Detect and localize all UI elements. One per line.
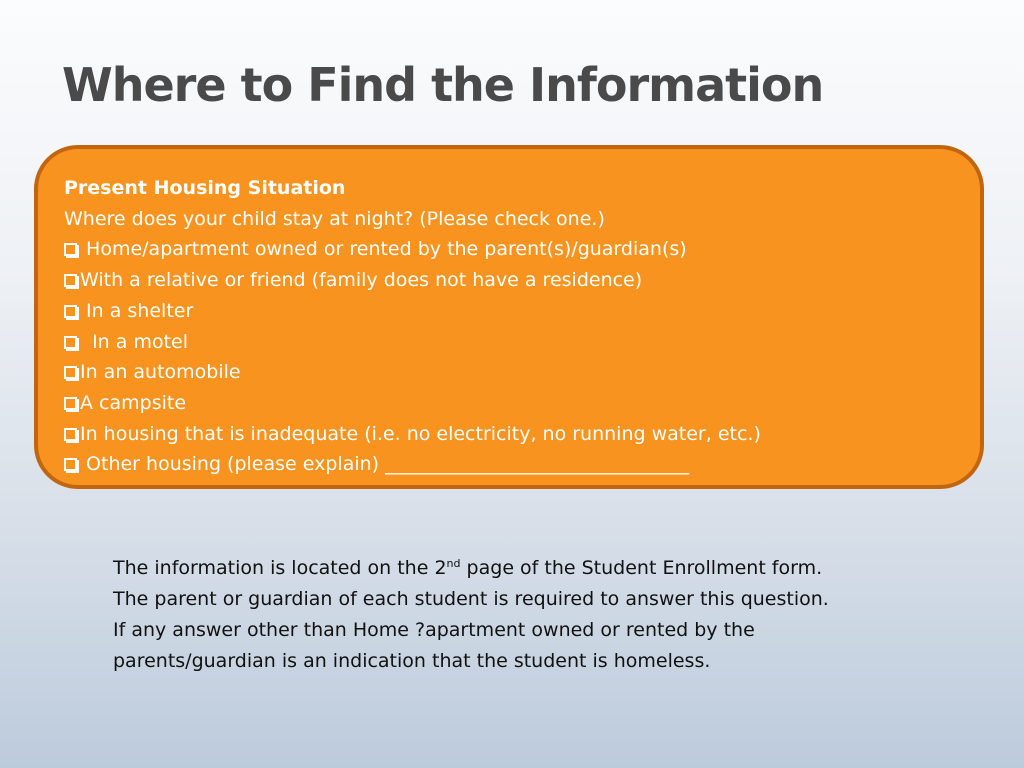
- option-relative-friend: [64, 265, 980, 296]
- checkbox-icon: [64, 458, 77, 471]
- info-line-1: [113, 553, 973, 584]
- checkbox-icon: [64, 397, 77, 410]
- option-inadequate-housing: [64, 419, 980, 450]
- checkbox-icon: [64, 428, 77, 441]
- slide-title: Where to Find the Information: [62, 58, 824, 112]
- option-other-housing: [64, 449, 980, 480]
- housing-situation-box: [34, 145, 984, 489]
- checkbox-icon: [64, 366, 77, 379]
- checkbox-icon: [64, 305, 77, 318]
- ordinal-suffix: nd: [446, 557, 461, 570]
- option-label: In an automobile: [80, 361, 241, 384]
- option-automobile: [64, 357, 980, 388]
- option-campsite: [64, 388, 980, 419]
- info-line-2: The parent or guardian of each student is required to answer this question.: [113, 588, 829, 610]
- option-label: Home/apartment owned or rented by the parent(s)/guardian(s): [80, 238, 687, 261]
- checkbox-icon: [64, 243, 77, 256]
- option-label: In a shelter: [80, 299, 194, 322]
- housing-question: Where does your child stay at night? (Please check one.): [64, 207, 605, 230]
- housing-heading: Present Housing Situation: [64, 177, 346, 199]
- option-home-apartment: [64, 234, 980, 265]
- info-line-3: If any answer other than Home ?apartment owned or rented by the: [113, 619, 755, 641]
- option-label: A campsite: [80, 391, 187, 414]
- option-label: In housing that is inadequate (i.e. no electricity, no running water, etc.): [80, 422, 761, 445]
- option-shelter: [64, 296, 980, 327]
- info-line-4: parents/guardian is an indication that the student is homeless.: [113, 650, 711, 672]
- option-label: In a motel: [80, 330, 188, 353]
- info-paragraph: [113, 553, 973, 677]
- checkbox-icon: [64, 274, 77, 287]
- info-line-1-start: The information is located on the 2: [113, 557, 447, 579]
- option-motel: [64, 327, 980, 358]
- info-line-1-end: page of the Student Enrollment form.: [460, 557, 823, 579]
- checkbox-icon: [64, 336, 77, 349]
- option-label: Other housing (please explain) ________________________________: [80, 453, 690, 476]
- option-label: With a relative or friend (family does not have a residence): [80, 269, 643, 292]
